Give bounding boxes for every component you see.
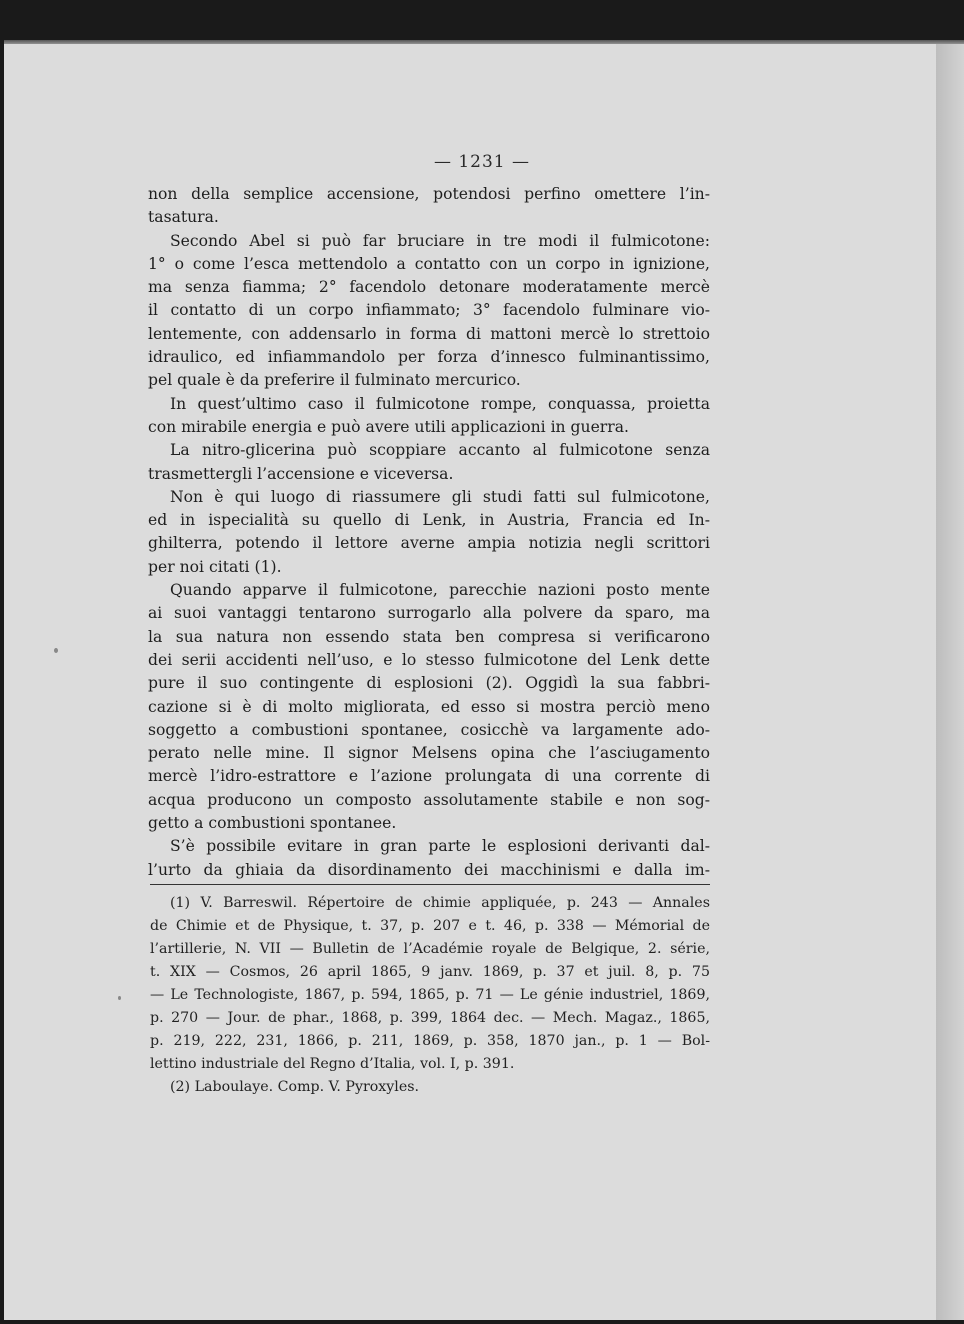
body-line: dei serii accidenti nell’uso, e lo stesso fulmicotone del Lenk dette <box>148 650 710 669</box>
body-line: lentemente, con addensarlo in forma di mattoni mercè lo strettoio <box>148 324 710 343</box>
body-line: Quando apparve il fulmicotone, parecchie nazioni posto mente <box>170 581 710 600</box>
footnote-line: (1) V. Barreswil. Répertoire de chimie appliquée, p. 243 — Annales <box>170 895 710 911</box>
body-line: non della semplice accensione, potendosi perfino omettere l’in- <box>148 185 710 203</box>
footnote-line: l’artillerie, N. VII — Bulletin de l’Académie royale de Belgique, 2. série, <box>150 941 710 957</box>
footnote-divider <box>150 884 710 885</box>
footnotes <box>150 892 710 1099</box>
body-line: Non è qui luogo di riassumere gli studi fatti sul fulmicotone, <box>170 487 710 506</box>
body-line: Secondo Abel si può far bruciare in tre modi il fulmicotone: <box>170 231 710 250</box>
body-line: mercè l’idro-estrattore e l’azione prolungata di una corrente di <box>148 767 710 786</box>
body-line: la sua natura non essendo stata ben compresa si verificarono <box>148 627 710 646</box>
footnote-line: lettino industriale del Regno d’Italia, vol. I, p. 391. <box>150 1056 515 1072</box>
body-line: idraulico, ed infiammandolo per forza d’innesco fulminantissimo, <box>148 348 710 367</box>
body-line: soggetto a combustioni spontanee, cosicchè va largamente ado- <box>148 720 710 739</box>
page-number: — 1231 — <box>433 152 531 172</box>
body-line: ghilterra, potendo il lettore averne ampia notizia negli scrittori <box>148 534 710 553</box>
footnote-line: de Chimie et de Physique, t. 37, p. 207 e t. 46, p. 338 — Mémorial de <box>150 918 710 934</box>
body-line: pel quale è da preferire il fulminato mercurico. <box>148 371 521 390</box>
body-line: l’urto da ghiaia da disordinamento dei macchinismi e dalla im- <box>148 860 710 879</box>
body-line: con mirabile energia e può avere utili applicazioni in guerra. <box>148 417 629 436</box>
body-line: getto a combustioni spontanee. <box>148 814 397 833</box>
body-line: In quest’ultimo caso il fulmicotone rompe, conquassa, proietta <box>170 394 710 413</box>
body-line: cazione si è di molto migliorata, ed esso si mostra perciò meno <box>148 697 710 716</box>
body-line: pure il suo contingente di esplosioni (2). Oggidì la sua fabbri- <box>148 674 710 693</box>
body-line: tasatura. <box>148 208 219 227</box>
body-line: il contatto di un corpo infiammato; 3° facendolo fulminare vio- <box>148 301 710 320</box>
footnote-line: t. XIX — Cosmos, 26 april 1865, 9 janv. 1869, p. 37 et juil. 8, p. 75 <box>150 964 710 980</box>
body-line: 1° o come l’esca mettendolo a contatto con un corpo in ignizione, <box>148 254 710 273</box>
footnote-line: p. 270 — Jour. de phar., 1868, p. 399, 1864 dec. — Mech. Magaz., 1865, <box>150 1010 710 1026</box>
scan-speck <box>54 648 58 653</box>
body-line: trasmettergli l’accensione e viceversa. <box>148 464 454 483</box>
scan-speck <box>118 996 121 1000</box>
body-line: perato nelle mine. Il signor Melsens opina che l’asciugamento <box>148 744 710 763</box>
body-line: ma senza fiamma; 2° facendolo detonare moderatamente mercè <box>148 278 710 297</box>
body-line: S’è possibile evitare in gran parte le esplosioni derivanti dal- <box>170 837 710 856</box>
body-line: per noi citati (1). <box>148 557 282 576</box>
footnote-line: (2) Laboulaye. Comp. V. Pyroxyles. <box>170 1079 420 1095</box>
footnote-line: p. 219, 222, 231, 1866, p. 211, 1869, p. 358, 1870 jan., p. 1 — Bol- <box>150 1033 710 1049</box>
body-line: La nitro-glicerina può scoppiare accanto al fulmicotone senza <box>170 441 710 460</box>
body-line: acqua producono un composto assolutamente stabile e non sog- <box>148 790 710 809</box>
footnote-line: — Le Technologiste, 1867, p. 594, 1865, p. 71 — Le génie industriel, 1869, <box>150 987 710 1003</box>
page-edge <box>936 44 964 1320</box>
body-text <box>148 183 710 882</box>
body-line: ed in ispecialità su quello di Lenk, in Austria, Francia ed In- <box>148 511 710 530</box>
body-line: ai suoi vantaggi tentarono surrogarlo alla polvere da sparo, ma <box>148 604 710 623</box>
